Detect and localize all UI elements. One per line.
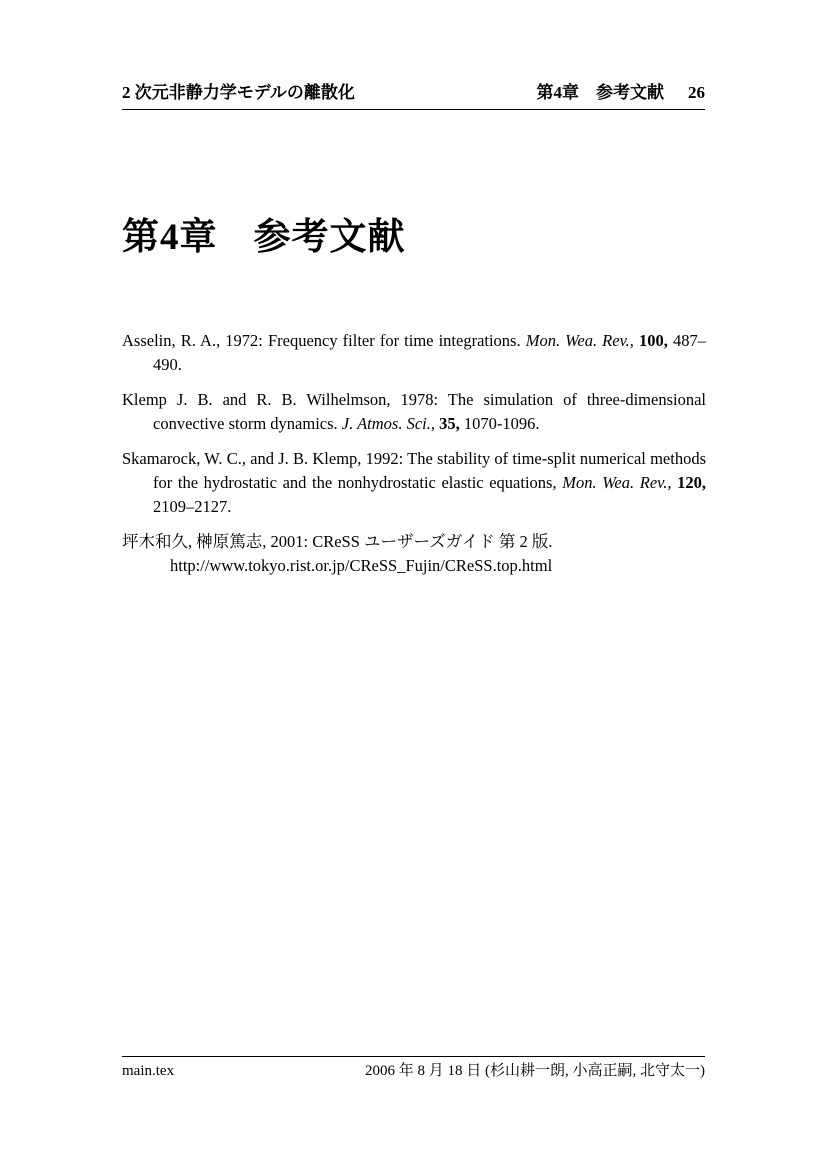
footer-date-authors: 2006 年 8 月 18 日 (杉山耕一朗, 小高正嗣, 北守太一) bbox=[365, 1063, 705, 1079]
reference-text-segment: 35, bbox=[439, 414, 460, 433]
page-footer bbox=[122, 1056, 705, 1081]
reference-list bbox=[122, 329, 706, 589]
reference-url: http://www.tokyo.rist.or.jp/CReSS_Fujin/CReSS.top.html bbox=[170, 556, 553, 575]
chapter-number: 第4章 bbox=[122, 217, 218, 258]
reference-text-segment: 2109–2127. bbox=[153, 497, 232, 516]
reference-entry bbox=[122, 530, 706, 578]
reference-entry bbox=[122, 388, 706, 436]
header-chapter-label: 第4章 参考文献 bbox=[536, 83, 664, 102]
reference-entry bbox=[122, 447, 706, 519]
header-section-title: 2 次元非静力学モデルの離散化 bbox=[122, 83, 355, 102]
reference-text-segment: J. Atmos. Sci., bbox=[341, 414, 435, 433]
header-right bbox=[537, 83, 706, 103]
reference-entry bbox=[122, 329, 706, 377]
reference-text-segment: 坪木和久, 榊原篤志, 2001: CReSS ユーザーズガイド 第 2 版. bbox=[122, 532, 553, 551]
page-header bbox=[122, 83, 705, 110]
reference-text-segment: Mon. Wea. Rev., bbox=[525, 331, 634, 350]
footer-filename: main.tex bbox=[122, 1063, 175, 1079]
reference-text-segment: Skamarock, W. C., and J. B. Klemp, 1992: The stability of time-split numerical methods for the hydrostatic and the nonhydrostatic elastic equations, bbox=[122, 449, 706, 492]
reference-text-segment: 487–490. bbox=[153, 331, 706, 374]
reference-text-segment: Mon. Wea. Rev., bbox=[562, 473, 672, 492]
reference-text-segment: Klemp J. B. and R. B. Wilhelmson, 1978: The simulation of three-dimensional convective storm dynamics. bbox=[122, 390, 706, 433]
reference-text-segment: Asselin, R. A., 1972: Frequency filter for time integrations. bbox=[122, 331, 526, 350]
reference-text-segment: 1070-1096. bbox=[459, 414, 540, 433]
reference-text-segment: 120, bbox=[677, 473, 707, 492]
reference-text-segment: 100, bbox=[639, 331, 668, 350]
header-page-number: 26 bbox=[688, 83, 705, 102]
chapter-heading bbox=[122, 206, 406, 260]
chapter-title-text: 参考文献 bbox=[253, 217, 406, 258]
